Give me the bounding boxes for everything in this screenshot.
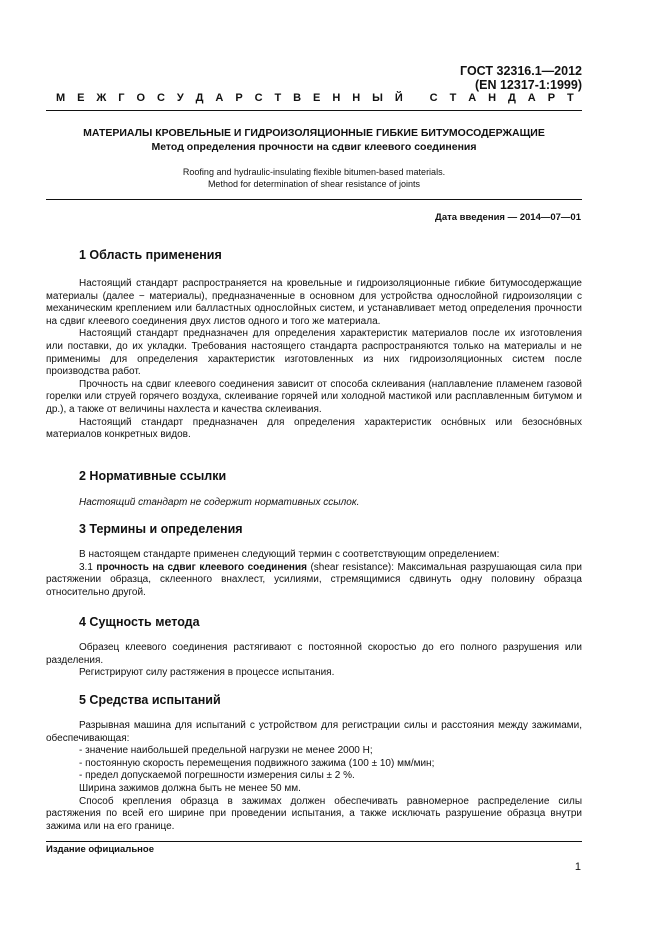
title-rule <box>46 199 582 200</box>
section-1-heading: 1 Область применения <box>79 248 222 262</box>
edition-label: Издание официальное <box>46 844 154 855</box>
section-5-paragraph: Ширина зажимов должна быть не менее 50 мм. <box>79 782 301 794</box>
section-1-body <box>46 278 582 442</box>
banner-letter: В <box>293 92 302 104</box>
section-5-paragraph: Способ крепления образца в зажимах должен обеспечивать равномерное распределение силы растяжения по всей его ширине при проведении испытания, а также исключать разрушение образца внутри зажима или на его границе. <box>46 795 582 832</box>
section-2-body <box>46 497 582 510</box>
section-3-body <box>46 549 582 599</box>
page-number: 1 <box>574 861 581 873</box>
gost-designation <box>460 64 582 92</box>
section-4-body <box>46 642 582 680</box>
section-1-paragraph: Настоящий стандарт предназначен для определения характеристик осно́вных или безосно́вных материалов конкретных видов. <box>46 416 582 441</box>
banner-letter: Н <box>352 92 361 104</box>
section-3-paragraph: В настоящем стандарте применен следующий термин с соответствующим определением: <box>79 549 500 560</box>
title-en-line1: Roofing and hydraulic-insulating flexible bitumen-based materials. <box>182 167 446 177</box>
banner-letter: А <box>468 92 477 104</box>
banner-letter: Й <box>394 92 403 104</box>
title-ru-main: МАТЕРИАЛЫ КРОВЕЛЬНЫЕ И ГИДРОИЗОЛЯЦИОННЫЕ ГИБКИЕ БИТУМОСОДЕРЖАЩИЕ <box>83 127 545 139</box>
title-ru-sub: Метод определения прочности на сдвиг клеевого соединения <box>151 141 477 153</box>
banner-letter: Р <box>547 92 556 104</box>
introduction-date: Дата введения — 2014—07—01 <box>435 212 581 223</box>
list-item: - постоянную скорость перемещения подвижного зажима (100 ± 10) мм/мин; <box>79 757 435 769</box>
banner-letter: Ы <box>372 92 383 104</box>
section-5-body <box>46 720 582 833</box>
banner-letter: Д <box>195 92 204 104</box>
banner-letter: М <box>56 92 66 104</box>
banner-letter: С <box>254 92 263 104</box>
banner-letter: Т <box>449 92 457 104</box>
banner-letter: Р <box>235 92 243 104</box>
banner-letter: А <box>215 92 224 104</box>
banner-letter: Г <box>118 92 125 104</box>
banner-letter: Д <box>508 92 516 104</box>
banner-letter: С <box>156 92 165 104</box>
section-3-heading: 3 Термины и определения <box>79 522 243 536</box>
section-1-paragraph: Прочность на сдвиг клеевого соединения зависит от способа склеивания (наплавление пламенем газовой горелки или струей горячего воздуха, склеивание горячей или холодной мастикой или расплавленным битумом и др.), а также от величины нахлеста и качества склеивания. <box>46 378 582 415</box>
banner-letter: Т <box>566 92 574 104</box>
banner-letter: Е <box>313 92 321 104</box>
section-4-heading: 4 Сущность метода <box>79 615 200 629</box>
banner-letter: С <box>429 92 438 104</box>
interstate-standard-banner <box>56 92 574 104</box>
header-rule <box>46 110 582 111</box>
section-2-paragraph: Настоящий стандарт не содержит нормативных ссылок. <box>79 497 360 508</box>
section-1-paragraph: Настоящий стандарт распространяется на кровельные и гидроизоляционные гибкие битумосодержащие материалы (далее − материалы), предназначенные в основном для устройства однослойной гидроизоляции с механическим креплением или балластных однослойных систем, и устанавливает метод определения прочности на сдвиг клеевого соединения двух листов одного и того же материала. <box>46 278 582 327</box>
banner-letter: Ж <box>96 92 107 104</box>
banner-letter: О <box>136 92 146 104</box>
term-text: Максимальная разрушающая сила при растяжении образца, склеенного внахлест, усилиями, стремящимися сдвинуть одну половину образца относительно другой. <box>46 561 583 598</box>
section-4-paragraph: Регистрируют силу растяжения в процессе испытания. <box>79 667 335 679</box>
list-item: - значение наибольшей предельной нагрузки не менее 2000 Н; <box>79 745 373 757</box>
list-item: - предел допускаемой погрешности измерения силы ± 2 %. <box>79 770 355 782</box>
footer-rule <box>46 841 582 842</box>
banner-letter <box>415 92 418 104</box>
section-5-paragraph: Разрывная машина для испытаний с устройством для регистрации силы и расстояния между зажимами, обеспечивающая: <box>46 720 582 744</box>
section-4-paragraph: Образец клеевого соединения растягивают с постоянной скоростью до его полного разрушения или разделения. <box>46 642 582 666</box>
banner-letter: Н <box>332 92 341 104</box>
term-definition <box>46 562 582 600</box>
term-english: (shear resistance): <box>306 561 395 573</box>
banner-letter: У <box>176 92 184 104</box>
banner-letter: А <box>527 92 536 104</box>
banner-letter: Т <box>274 92 282 104</box>
banner-letter: Н <box>488 92 497 104</box>
title-en-line2: Method for determination of shear resistance of joints <box>207 179 421 189</box>
term-name: прочность на сдвиг клеевого соединения <box>96 561 307 573</box>
section-2-heading: 2 Нормативные ссылки <box>79 469 227 483</box>
term-number: 3.1 <box>79 561 97 573</box>
en-number: (EN 12317-1:1999) <box>474 78 582 92</box>
gost-number: ГОСТ 32316.1—2012 <box>460 64 582 78</box>
section-1-paragraph: Настоящий стандарт предназначен для определения характеристик материалов после их изготовления или поставки, до их укладки. Требования настоящего стандарта распространяются только на материалы и не применимы для определения характеристик изготовленных из них гидроизоляционных систем после производства работ. <box>46 328 582 378</box>
section-5-heading: 5 Средства испытаний <box>79 693 221 707</box>
banner-letter: Е <box>77 92 85 104</box>
